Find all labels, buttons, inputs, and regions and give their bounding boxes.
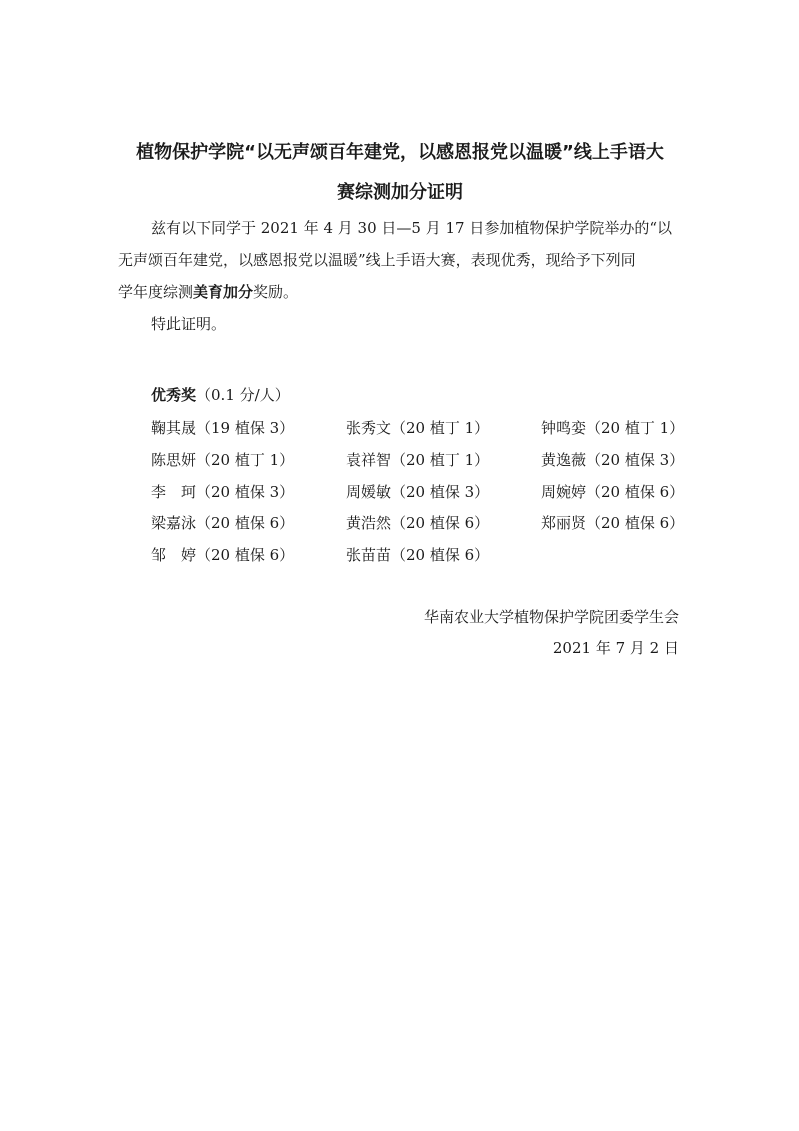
award-heading-label: 优秀奖 — [151, 386, 197, 404]
winner-name: 张秀文（20 植丁 1） — [346, 419, 490, 437]
body-paragraph-line-3 — [118, 282, 686, 302]
body-text-bold-emphasis: 美育加分 — [193, 283, 254, 301]
award-heading — [151, 385, 290, 405]
document-title-line-1: 植物保护学院“以无声颂百年建党，以感恩报党以温暖”线上手语大 — [136, 142, 664, 163]
body-paragraph-line-1: 兹有以下同学于 2021 年 4 月 30 日—5 月 17 日参加植物保护学院举办的“以 — [151, 219, 673, 237]
document-title-line-2: 赛综测加分证明 — [337, 182, 463, 203]
winner-name: 黄浩然（20 植保 6） — [346, 514, 490, 532]
signature-date: 2021 年 7 月 2 日 — [552, 639, 679, 657]
body-text-pre: 学年度综测 — [118, 283, 194, 301]
body-text-post: 奖励。 — [253, 283, 299, 301]
winner-name: 钟鸣娈（20 植丁 1） — [541, 419, 685, 437]
winner-name: 黄逸薇（20 植保 3） — [541, 451, 685, 469]
winner-name: 周婉婷（20 植保 6） — [541, 483, 685, 501]
winner-name: 李 珂（20 植保 3） — [151, 483, 295, 501]
winner-name: 郑丽贤（20 植保 6） — [541, 514, 685, 532]
winner-name: 梁嘉泳（20 植保 6） — [151, 514, 295, 532]
winner-name: 邹 婷（20 植保 6） — [151, 546, 295, 564]
winner-name: 张苗苗（20 植保 6） — [346, 546, 490, 564]
winner-name: 袁祥智（20 植丁 1） — [346, 451, 490, 469]
body-paragraph-line-2: 无声颂百年建党，以感恩报党以温暖”线上手语大赛，表现优秀，现给予下列同 — [118, 251, 636, 269]
winner-name: 陈思妍（20 植丁 1） — [151, 451, 295, 469]
certification-statement: 特此证明。 — [151, 315, 227, 333]
winner-name: 周媛敏（20 植保 3） — [346, 483, 490, 501]
award-heading-note: （0.1 分/人） — [196, 386, 290, 404]
winner-name: 鞠其晟（19 植保 3） — [151, 419, 295, 437]
signature-organization: 华南农业大学植物保护学院团委学生会 — [423, 608, 679, 626]
